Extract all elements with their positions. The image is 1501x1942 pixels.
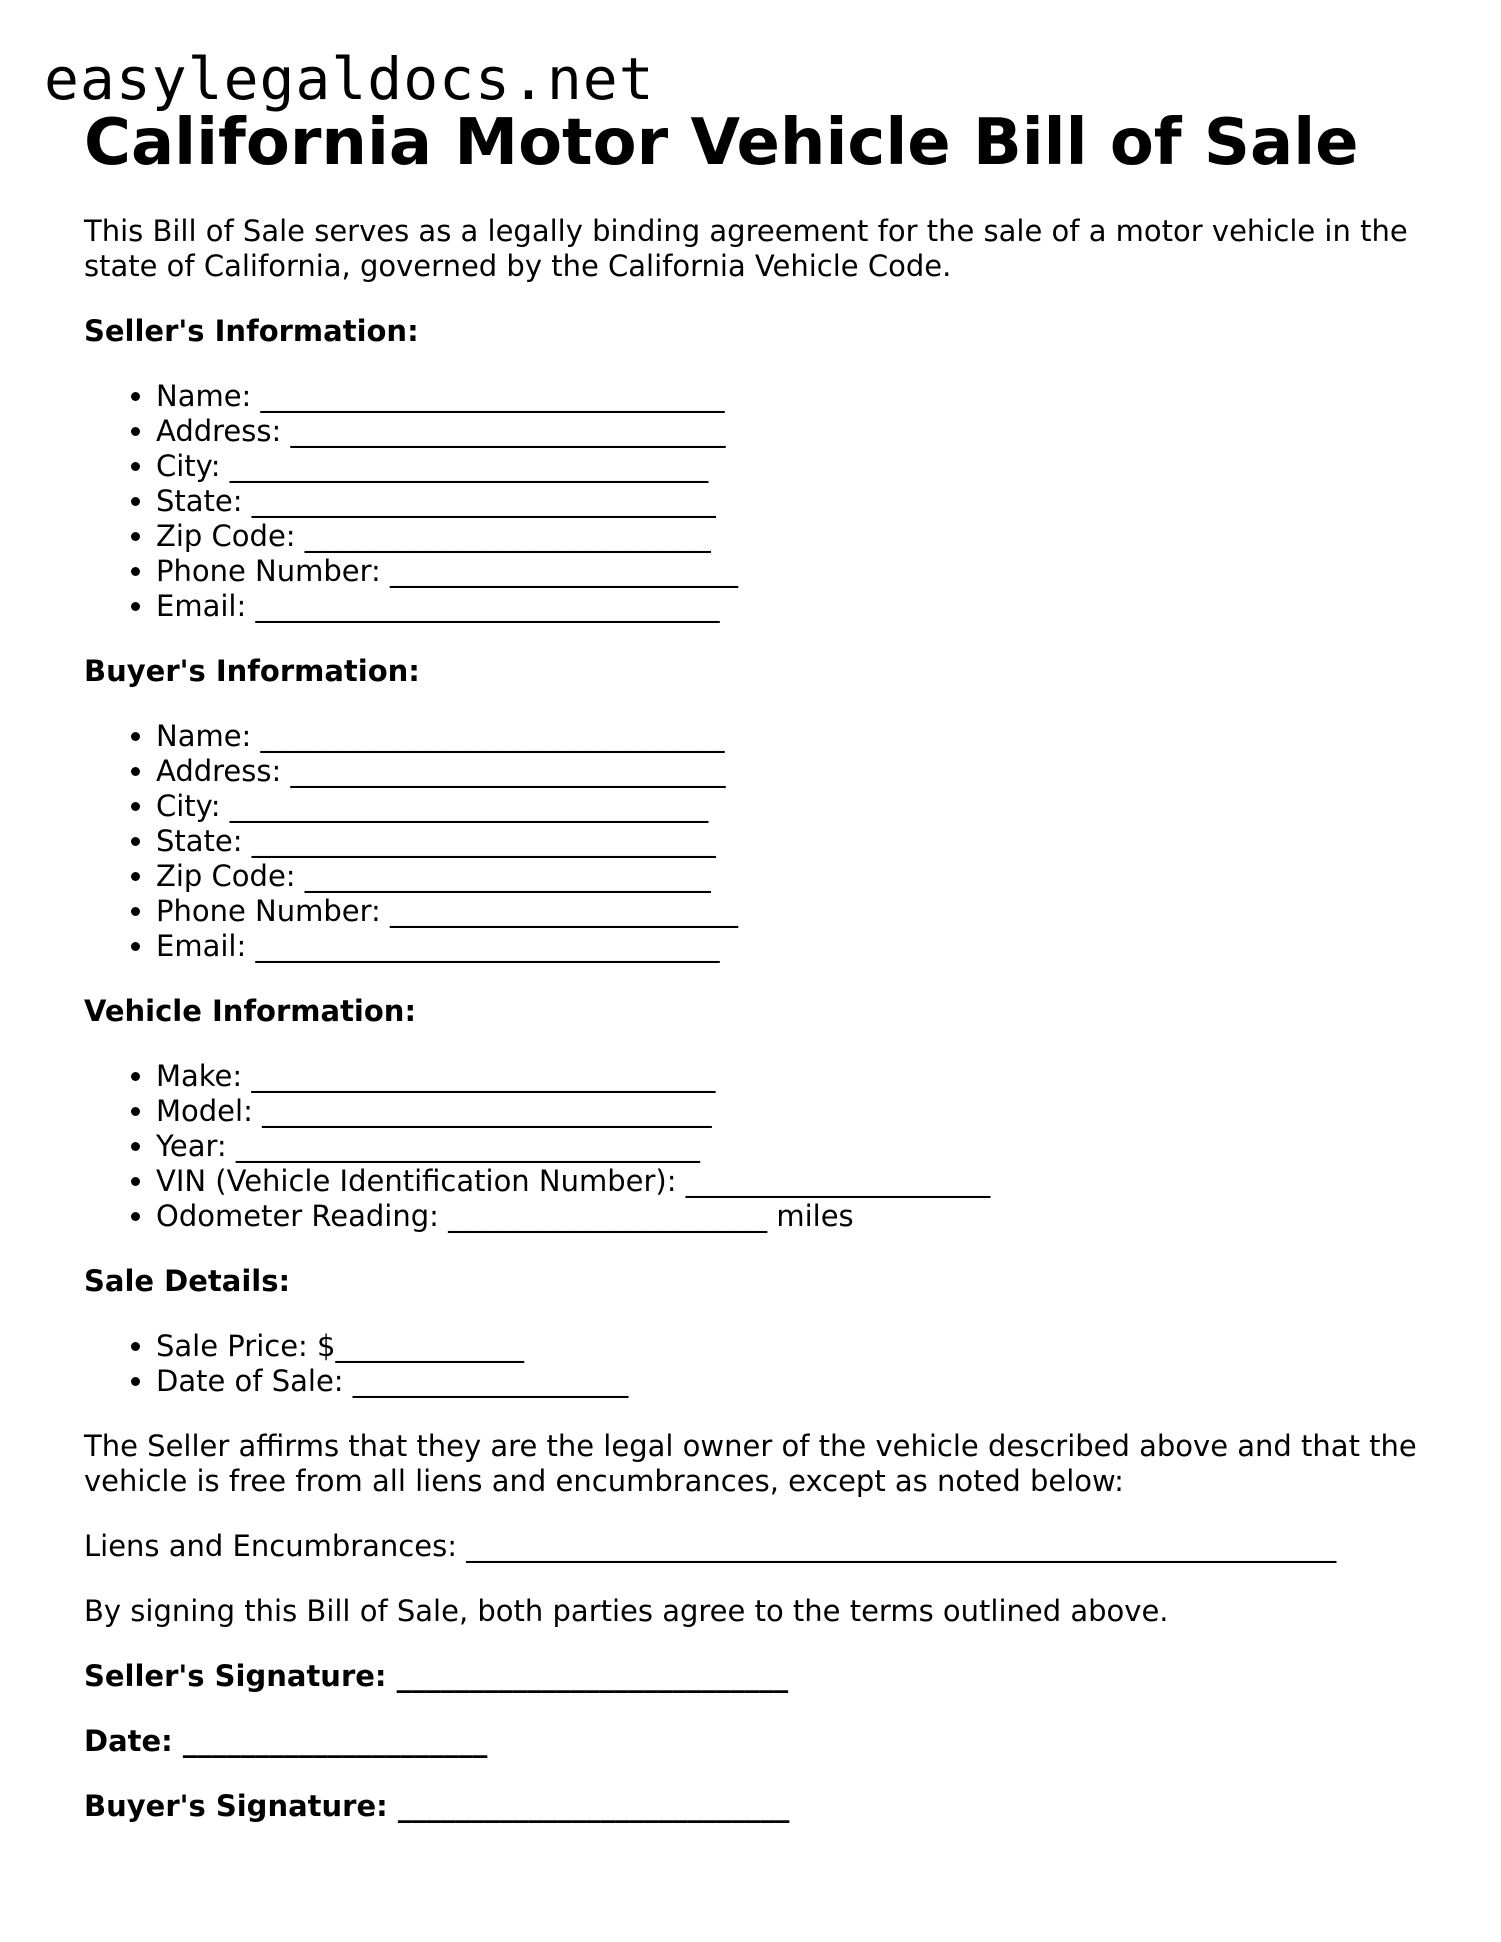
field-label: Model:: [156, 1094, 253, 1128]
field-label: Name:: [156, 379, 252, 413]
field-label: Date of Sale:: [156, 1364, 344, 1398]
seller-phone-blank[interactable]: ________________________: [390, 554, 739, 588]
vehicle-make-blank[interactable]: ________________________________: [251, 1059, 716, 1093]
seller-zip-field: [156, 519, 1454, 554]
sale-date-blank[interactable]: ___________________: [352, 1364, 629, 1398]
field-label: Address:: [156, 754, 282, 788]
field-label: Make:: [156, 1059, 243, 1093]
vehicle-make-field: [156, 1059, 1454, 1094]
buyer-phone-blank[interactable]: ________________________: [390, 894, 739, 928]
field-label: City:: [156, 449, 221, 483]
vehicle-odometer-blank[interactable]: ______________________: [448, 1199, 768, 1233]
vehicle-year-blank[interactable]: ________________________________: [235, 1129, 700, 1163]
sale-date-field: [156, 1364, 1454, 1399]
seller-city-field: [156, 449, 1454, 484]
field-label: Phone Number:: [156, 894, 381, 928]
field-label: City:: [156, 789, 221, 823]
sale-price-blank[interactable]: _____________: [335, 1329, 524, 1363]
liens-blank[interactable]: ____________________________________________________________: [466, 1529, 1337, 1563]
field-label: State:: [156, 484, 243, 518]
intro-paragraph: This Bill of Sale serves as a legally binding agreement for the sale of a motor vehicle in the state of California, governed by the California Vehicle Code.: [84, 214, 1408, 283]
buyer-zip-field: [156, 859, 1454, 894]
buyer-signature-label: Buyer's Signature:: [84, 1789, 388, 1823]
field-label: Sale Price: $: [156, 1329, 336, 1363]
seller-address-field: [156, 414, 1454, 449]
buyer-state-blank[interactable]: ________________________________: [251, 824, 716, 858]
buyer-info-list: [84, 719, 1454, 964]
vehicle-info-heading: Vehicle Information:: [84, 994, 417, 1028]
seller-zip-blank[interactable]: ____________________________: [304, 519, 711, 553]
buyer-city-blank[interactable]: _________________________________: [229, 789, 709, 823]
signature-date-blank[interactable]: _____________________: [182, 1724, 488, 1758]
field-label: State:: [156, 824, 243, 858]
buyer-address-blank[interactable]: ______________________________: [290, 754, 726, 788]
field-label: Year:: [156, 1129, 227, 1163]
seller-address-blank[interactable]: ______________________________: [290, 414, 726, 448]
liens-field: [84, 1529, 1454, 1564]
buyer-signature-line: [84, 1789, 1454, 1824]
liens-label: Liens and Encumbrances:: [84, 1529, 457, 1563]
seller-phone-field: [156, 554, 1454, 589]
sale-details-list: [84, 1329, 1454, 1399]
signature-date-label: Date:: [84, 1724, 173, 1758]
seller-signature-blank[interactable]: ___________________________: [396, 1659, 789, 1693]
site-watermark: easylegaldocs.net: [44, 45, 655, 113]
buyer-zip-blank[interactable]: ____________________________: [304, 859, 711, 893]
buyer-address-field: [156, 754, 1454, 789]
vehicle-model-field: [156, 1094, 1454, 1129]
vehicle-vin-blank[interactable]: _____________________: [685, 1164, 991, 1198]
buyer-state-field: [156, 824, 1454, 859]
seller-name-blank[interactable]: ________________________________: [260, 379, 725, 413]
field-label: Name:: [156, 719, 252, 753]
field-label: Email:: [156, 589, 247, 623]
buyer-city-field: [156, 789, 1454, 824]
affirmation-paragraph: The Seller affirms that they are the legal owner of the vehicle described above and that the vehicle is free from all liens and encumbrances, except as noted below:: [84, 1429, 1417, 1498]
field-label: Zip Code:: [156, 859, 296, 893]
field-label: Phone Number:: [156, 554, 381, 588]
field-label: Zip Code:: [156, 519, 296, 553]
field-label: VIN (Vehicle Identification Number):: [156, 1164, 677, 1198]
vehicle-model-blank[interactable]: _______________________________: [262, 1094, 712, 1128]
signature-date-line: [84, 1724, 1454, 1759]
vehicle-info-list: [84, 1059, 1454, 1234]
seller-email-field: [156, 589, 1454, 624]
document-body: [84, 214, 1454, 1854]
buyer-name-blank[interactable]: ________________________________: [260, 719, 725, 753]
seller-city-blank[interactable]: _________________________________: [229, 449, 709, 483]
page-title: California Motor Vehicle Bill of Sale: [84, 106, 1359, 180]
vehicle-vin-field: [156, 1164, 1454, 1199]
seller-state-blank[interactable]: ________________________________: [251, 484, 716, 518]
odometer-unit: miles: [776, 1199, 854, 1233]
seller-email-blank[interactable]: ________________________________: [255, 589, 720, 623]
agreement-paragraph: By signing this Bill of Sale, both parties agree to the terms outlined above.: [84, 1594, 1169, 1628]
vehicle-year-field: [156, 1129, 1454, 1164]
buyer-email-field: [156, 929, 1454, 964]
buyer-phone-field: [156, 894, 1454, 929]
buyer-info-heading: Buyer's Information:: [84, 654, 420, 688]
buyer-email-blank[interactable]: ________________________________: [255, 929, 720, 963]
seller-signature-line: [84, 1659, 1454, 1694]
buyer-signature-blank[interactable]: ___________________________: [397, 1789, 790, 1823]
field-label: Odometer Reading:: [156, 1199, 439, 1233]
seller-name-field: [156, 379, 1454, 414]
seller-info-heading: Seller's Information:: [84, 314, 419, 348]
field-label: Address:: [156, 414, 282, 448]
sale-price-field: [156, 1329, 1454, 1364]
vehicle-odometer-field: [156, 1199, 1454, 1234]
seller-info-list: [84, 379, 1454, 624]
field-label: Email:: [156, 929, 247, 963]
seller-signature-label: Seller's Signature:: [84, 1659, 387, 1693]
buyer-name-field: [156, 719, 1454, 754]
sale-details-heading: Sale Details:: [84, 1264, 291, 1298]
seller-state-field: [156, 484, 1454, 519]
